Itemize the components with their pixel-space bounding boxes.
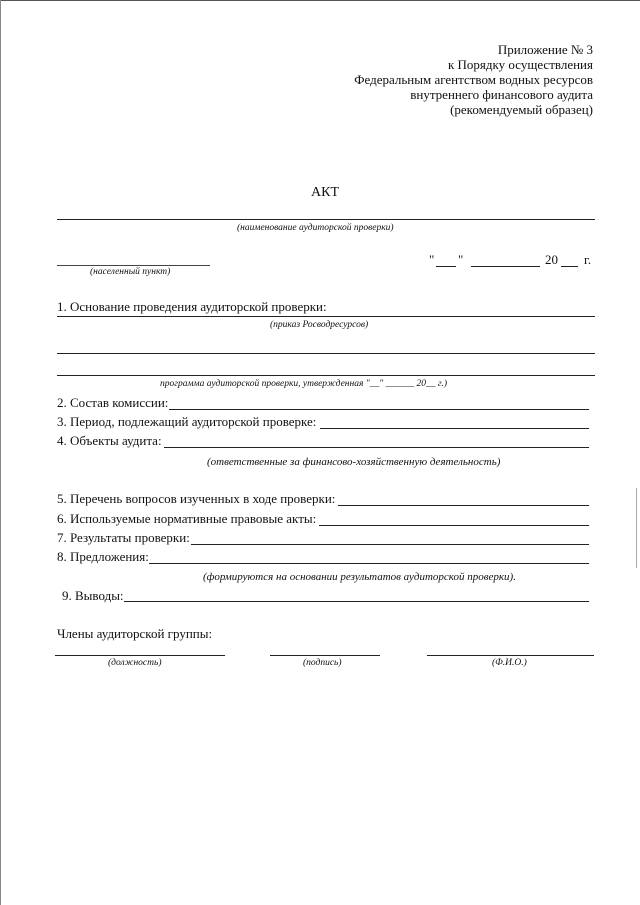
program-caption: программа аудиторской проверки, утвержденная "__" ______ 20__ г.) <box>160 379 447 389</box>
basis-extra-line-2 <box>57 375 595 376</box>
item-conclusions: 9. Выводы: <box>62 588 124 603</box>
audit-group-label: Члены аудиторской группы: <box>57 626 213 641</box>
locality-caption: (населенный пункт) <box>90 267 171 277</box>
questions-line <box>338 505 589 506</box>
proposals-line <box>149 563 589 564</box>
full-name-line <box>427 655 594 656</box>
header-line-1: Приложение № 3 <box>497 42 593 57</box>
results-line <box>191 544 589 545</box>
item-results: 7. Результаты проверки: <box>57 530 190 545</box>
date-year-suffix: г. <box>584 252 592 267</box>
date-year-prefix: 20 <box>545 252 558 267</box>
signature-line <box>270 655 380 656</box>
basis-line <box>57 316 595 317</box>
header-line-3: Федеральным агентством водных ресурсов <box>354 72 593 87</box>
signature-caption: (подпись) <box>303 658 342 668</box>
item-questions: 5. Перечень вопросов изученных в ходе проверки: <box>57 491 336 506</box>
basis-extra-line-1 <box>57 353 595 354</box>
acts-line <box>319 525 589 526</box>
date-close-quote: " <box>458 252 464 267</box>
objects-line <box>164 447 589 448</box>
date-open-quote: " <box>429 252 435 267</box>
item-period: 3. Период, подлежащий аудиторской проверке: <box>57 414 317 429</box>
responsible-caption: (ответственные за финансово-хозяйственную деятельность) <box>207 456 501 468</box>
page-top-edge <box>0 0 640 1</box>
date-month-line <box>471 266 540 267</box>
item-proposals: 8. Предложения: <box>57 549 149 564</box>
page-title: АКТ <box>311 185 339 200</box>
item-objects: 4. Объекты аудита: <box>57 433 162 448</box>
scan-edge-mark <box>636 488 637 568</box>
header-line-2: к Порядку осуществления <box>447 57 593 72</box>
item-commission: 2. Состав комиссии: <box>57 395 169 410</box>
position-line <box>55 655 225 656</box>
order-caption: (приказ Росводресурсов) <box>270 320 369 330</box>
formed-caption: (формируются на основании результатов аудиторской проверки). <box>203 571 516 583</box>
audit-name-line <box>57 219 595 220</box>
position-caption: (должность) <box>108 658 162 668</box>
date-day-line <box>436 266 456 267</box>
commission-line <box>169 409 589 410</box>
item-basis: 1. Основание проведения аудиторской проверки: <box>57 299 327 314</box>
full-name-caption: (Ф.И.О.) <box>492 658 527 668</box>
period-line <box>320 428 589 429</box>
locality-line <box>57 265 210 266</box>
date-year-line <box>561 266 578 267</box>
audit-name-caption: (наименование аудиторской проверки) <box>237 223 394 233</box>
header-line-4: внутреннего финансового аудита <box>410 87 593 102</box>
conclusions-line <box>124 601 589 602</box>
page-left-edge <box>0 0 1 905</box>
item-acts: 6. Используемые нормативные правовые акты: <box>57 511 317 526</box>
header-line-5: (рекомендуемый образец) <box>450 102 593 117</box>
